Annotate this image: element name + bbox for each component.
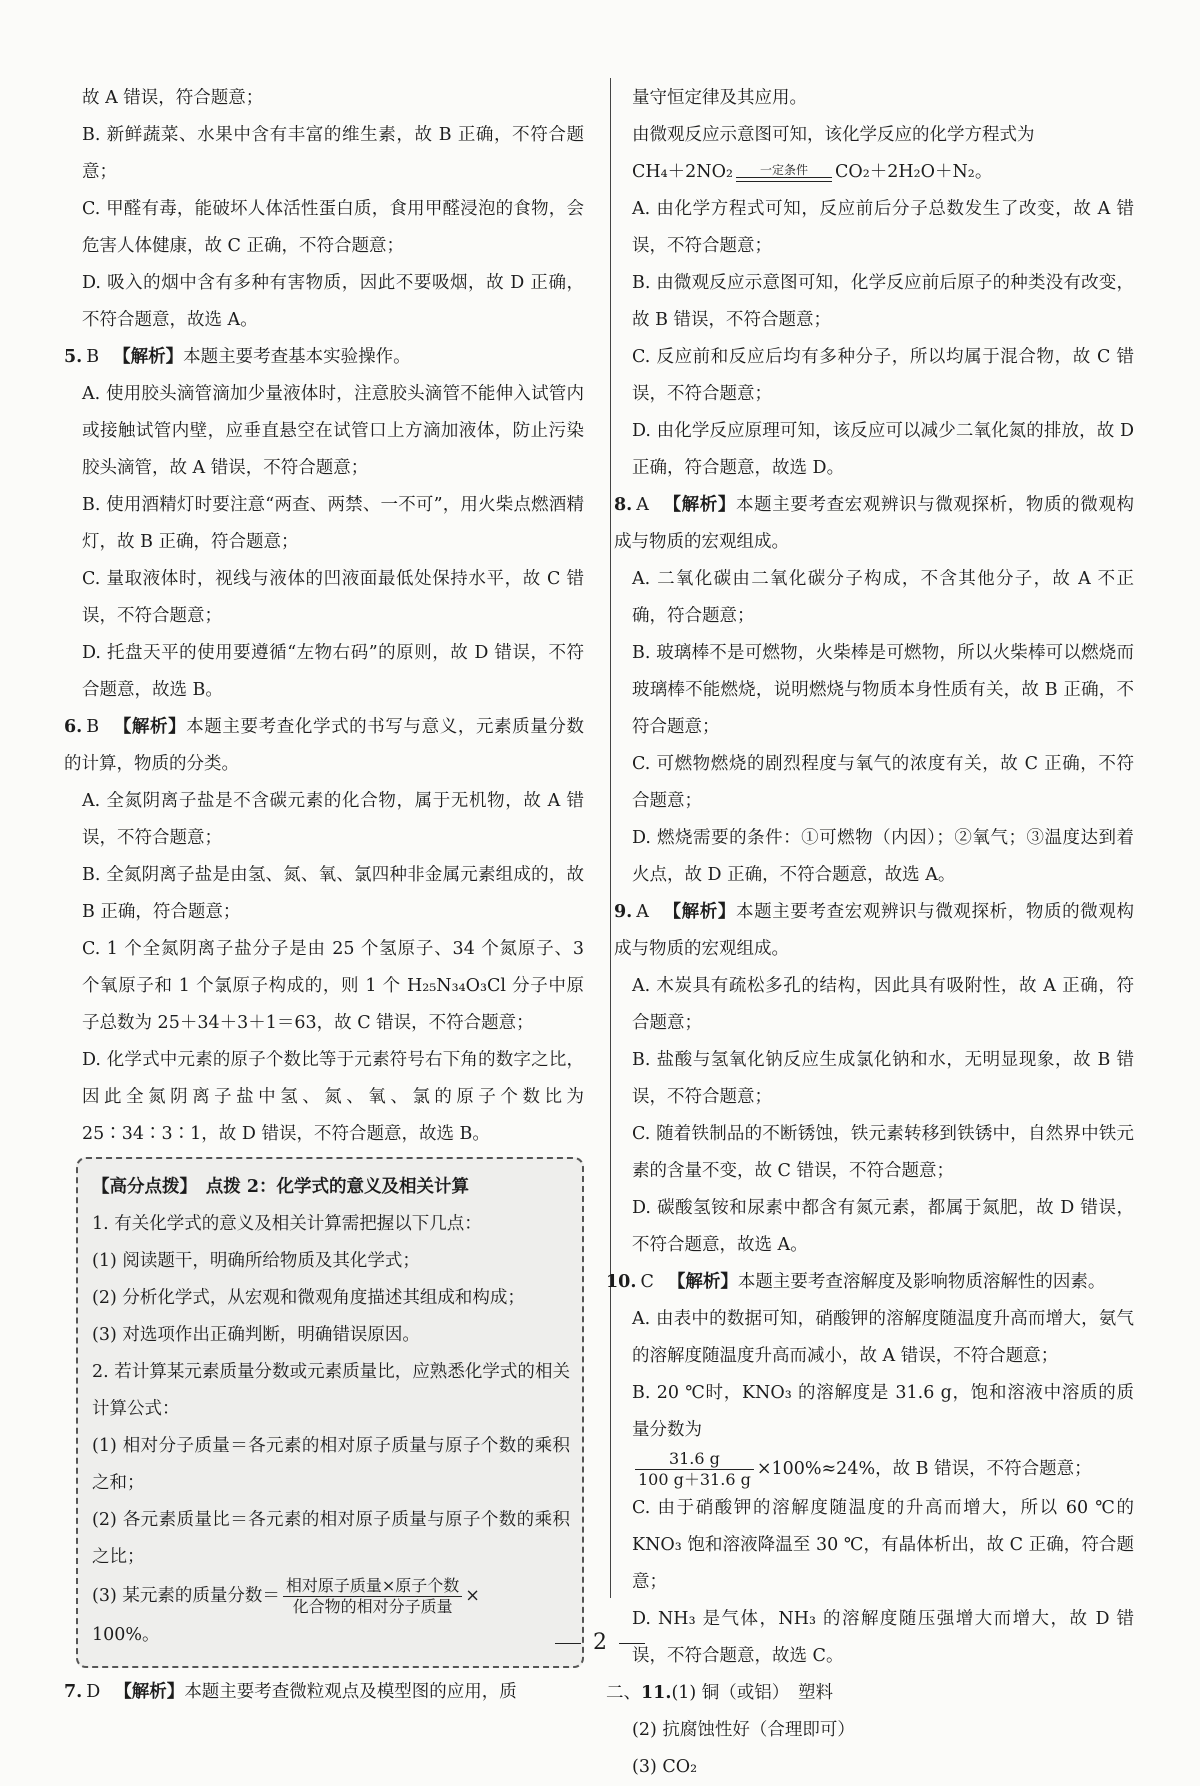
answer-letter: A bbox=[636, 902, 649, 922]
text-line: D. 托盘天平的使用要遵循“左物右码”的原则，故 D 错误，不符合题意，故选 B。 bbox=[82, 643, 584, 700]
fraction-numerator: 31.6 g bbox=[635, 1449, 754, 1470]
page-dash-left bbox=[555, 1643, 581, 1644]
tip-line: 1. 有关化学式的意义及相关计算需把握以下几点： bbox=[92, 1214, 482, 1234]
text-line: A. 使用胶头滴管滴加少量液体时，注意胶头滴管不能伸入试管内或接触试管内壁，应垂直悬空在试管口上方滴加液体，防止污染胶头滴管，故 A 错误，不符合题意； bbox=[82, 384, 584, 478]
text-line: C. 可燃物燃烧的剧烈程度与氧气的浓度有关，故 C 正确，不符合题意； bbox=[632, 754, 1134, 811]
text-line: B. 盐酸与氢氧化钠反应生成氯化钠和水，无明显现象，故 B 错误，不符合题意； bbox=[632, 1050, 1134, 1107]
tip-line: (2) 各元素质量比＝各元素的相对原子质量与原子个数的乘积之比； bbox=[92, 1510, 570, 1567]
text-line: A. 由表中的数据可知，硝酸钾的溶解度随温度升高而增大，氨气的溶解度随温度升高而减小，故 A 错误，不符合题意； bbox=[632, 1309, 1134, 1366]
question-10 bbox=[606, 1264, 1134, 1301]
text-line: B. 玻璃棒不是可燃物，火柴棒是可燃物，所以火柴棒可以燃烧而玻璃棒不能燃烧，说明燃烧与物质本身性质有关，故 B 正确，不符合题意； bbox=[632, 643, 1134, 737]
page-dash-right bbox=[619, 1643, 645, 1644]
analysis-tag: 【解析】 bbox=[667, 1272, 738, 1292]
fraction-line bbox=[632, 1449, 1134, 1490]
question-6 bbox=[64, 709, 584, 783]
question-number: 11. bbox=[641, 1683, 672, 1703]
page-number-value: 2 bbox=[593, 1630, 607, 1655]
tip-line: (1) 相对分子质量＝各元素的相对原子质量与原子个数的乘积之和； bbox=[92, 1436, 570, 1493]
text-line: A. 二氧化碳由二氧化碳分子构成，不含其他分子，故 A 不正确，符合题意； bbox=[632, 569, 1134, 626]
answer-letter: D bbox=[86, 1682, 101, 1702]
tip-line: 100%。 bbox=[92, 1625, 160, 1645]
text-line: C. 反应前和反应后均有多种分子，所以均属于混合物，故 C 错误，不符合题意； bbox=[632, 347, 1134, 404]
question-number: 9. bbox=[614, 902, 633, 922]
page-number bbox=[0, 1630, 1200, 1655]
solubility-fraction bbox=[635, 1449, 754, 1490]
question-8 bbox=[614, 487, 1134, 561]
tip-line: (2) 分析化学式，从宏观和微观角度描述其组成和构成； bbox=[92, 1288, 525, 1308]
text-line: 由微观反应示意图可知，该化学反应的化学方程式为 bbox=[632, 125, 1035, 145]
text-line: B. 全氮阴离子盐是由氢、氮、氧、氯四种非金属元素组成的，故 B 正确，符合题意； bbox=[82, 865, 584, 922]
text-line: D. 碳酸氢铵和尿素中都含有氮元素，都属于氮肥，故 D 错误，不符合题意，故选 A。 bbox=[632, 1198, 1134, 1255]
tip-box bbox=[76, 1157, 584, 1668]
text-line: C. 1 个全氮阴离子盐分子是由 25 个氢原子、34 个氮原子、3 个氧原子和 1 个氯原子构成的，则 1 个 H₂₅N₃₄O₃Cl 分子中原子总数为 25＋34＋3＋1＝63，故 C 错误，不符合题意； bbox=[82, 939, 584, 1033]
text-line: B. 使用酒精灯时要注意“两查、两禁、一不可”，用火柴点燃酒精灯，故 B 正确，符合题意； bbox=[82, 495, 584, 552]
formula-prefix: (3) 某元素的质量分数＝ bbox=[92, 1586, 280, 1606]
text-line: A. 全氮阴离子盐是不含碳元素的化合物，属于无机物，故 A 错误，不符合题意； bbox=[82, 791, 584, 848]
analysis-tag: 【解析】 bbox=[113, 347, 184, 367]
answer-letter: B bbox=[86, 717, 100, 737]
answer-item: (1) 铜（或铝） 塑料 bbox=[671, 1683, 834, 1703]
text-line: D. 吸入的烟中含有多种有害物质，因此不要吸烟，故 D 正确，不符合题意，故选 A。 bbox=[82, 273, 584, 330]
text-line: 量守恒定律及其应用。 bbox=[632, 88, 807, 108]
tip-line: 2. 若计算某元素质量分数或元素质量比，应熟悉化学式的相关计算公式： bbox=[92, 1362, 570, 1419]
question-intro: 本题主要考查化学式的书写与意义，元素质量分数的计算，物质的分类。 bbox=[64, 717, 584, 774]
text-line: A. 木炭具有疏松多孔的结构，因此具有吸附性，故 A 正确，符合题意； bbox=[632, 976, 1134, 1033]
text-line: C. 随着铁制品的不断锈蚀，铁元素转移到铁锈中，自然界中铁元素的含量不变，故 C 错误，不符合题意； bbox=[632, 1124, 1134, 1181]
section-prefix: 二、 bbox=[606, 1683, 641, 1703]
fraction-denominator: 化合物的相对分子质量 bbox=[292, 1597, 453, 1616]
text-line: C. 由于硝酸钾的溶解度随温度的升高而增大，所以 60 ℃的 KNO₃ 饱和溶液降温至 30 ℃，有晶体析出，故 C 正确，符合题意； bbox=[632, 1498, 1134, 1592]
question-number: 10. bbox=[606, 1272, 637, 1292]
question-number: 8. bbox=[614, 495, 633, 515]
analysis-tag: 【解析】 bbox=[114, 1682, 185, 1702]
tip-line: (1) 阅读题干，明确所给物质及其化学式； bbox=[92, 1251, 420, 1271]
equation-products: CO₂＋2H₂O＋N₂。 bbox=[834, 162, 993, 182]
fraction-suffix: ×100%≈24%，故 B 错误，不符合题意； bbox=[756, 1459, 1092, 1479]
equation-condition: 一定条件 bbox=[759, 163, 808, 177]
text-line: A. 由化学方程式可知，反应前后分子总数发生了改变，故 A 错误，不符合题意； bbox=[632, 199, 1134, 256]
answer-item: (2) 抗腐蚀性好（合理即可） bbox=[632, 1720, 855, 1740]
formula-fraction bbox=[283, 1576, 462, 1617]
tip-line: (3) 对选项作出正确判断，明确错误原因。 bbox=[92, 1325, 420, 1345]
right-column bbox=[606, 80, 1135, 1786]
equation-reactants: CH₄＋2NO₂ bbox=[632, 162, 733, 182]
fraction-denominator: 100 g＋31.6 g bbox=[638, 1470, 751, 1489]
text-line: D. 化学式中元素的原子个数比等于元素符号右下角的数字之比，因此全氮阴离子盐中氢、氮、氧、氯的原子个数比为 25∶34∶3∶1，故 D 错误，不符合题意，故选 B。 bbox=[82, 1050, 584, 1144]
question-number: 5. bbox=[64, 347, 83, 367]
text-line: C. 甲醛有毒，能破坏人体活性蛋白质，食用甲醛浸泡的食物，会危害人体健康，故 C 正确，不符合题意； bbox=[82, 199, 584, 256]
tip-formula bbox=[92, 1576, 570, 1617]
equation-arrow bbox=[736, 163, 832, 182]
text-line: B. 新鲜蔬菜、水果中含有丰富的维生素，故 B 正确，不符合题意； bbox=[82, 125, 584, 182]
analysis-tag: 【解析】 bbox=[662, 495, 737, 515]
question-9 bbox=[614, 894, 1134, 968]
analysis-tag: 【解析】 bbox=[662, 902, 737, 922]
text-line: B. 20 ℃时，KNO₃ 的溶解度是 31.6 g，饱和溶液中溶质的质量分数为 bbox=[632, 1383, 1134, 1440]
answer-letter: C bbox=[640, 1272, 654, 1292]
question-intro: 本题主要考查微粒观点及模型图的应用，质 bbox=[184, 1682, 517, 1702]
answer-item: (3) CO₂ bbox=[632, 1757, 698, 1777]
equation-bar bbox=[736, 177, 832, 182]
answer-letter: B bbox=[86, 347, 100, 367]
answer-letter: A bbox=[636, 495, 649, 515]
left-column bbox=[64, 80, 584, 1711]
question-number: 7. bbox=[64, 1682, 83, 1702]
column-divider bbox=[610, 78, 611, 1598]
question-number: 6. bbox=[64, 717, 83, 737]
question-intro: 本题主要考查宏观辨识与微观探析，物质的微观构成与物质的宏观组成。 bbox=[614, 495, 1135, 552]
text-line: 故 A 错误，符合题意； bbox=[82, 88, 264, 108]
question-5 bbox=[64, 339, 584, 376]
analysis-tag: 【解析】 bbox=[113, 717, 187, 737]
question-intro: 本题主要考查宏观辨识与微观探析，物质的微观构成与物质的宏观组成。 bbox=[614, 902, 1135, 959]
section-2 bbox=[606, 1675, 1134, 1712]
question-intro: 本题主要考查基本实验操作。 bbox=[183, 347, 411, 367]
text-line: B. 由微观反应示意图可知，化学反应前后原子的种类没有改变，故 B 错误，不符合题意； bbox=[632, 273, 1134, 330]
chemical-equation bbox=[632, 154, 1134, 191]
text-line: C. 量取液体时，视线与液体的凹液面最低处保持水平，故 C 错误，不符合题意； bbox=[82, 569, 584, 626]
text-line: D. NH₃ 是气体，NH₃ 的溶解度随压强增大而增大，故 D 错误，不符合题意，故选 C。 bbox=[632, 1609, 1134, 1666]
tip-title: 【高分点拨】 点拨 2：化学式的意义及相关计算 bbox=[92, 1177, 470, 1197]
fraction-numerator: 相对原子质量×原子个数 bbox=[283, 1576, 462, 1597]
text-line: D. 由化学反应原理可知，该反应可以减少二氧化氮的排放，故 D 正确，符合题意，故选 D。 bbox=[632, 421, 1134, 478]
formula-suffix: × bbox=[465, 1586, 480, 1606]
text-line: D. 燃烧需要的条件：①可燃物（内因）；②氧气；③温度达到着火点，故 D 正确，不符合题意，故选 A。 bbox=[632, 828, 1134, 885]
question-intro: 本题主要考查溶解度及影响物质溶解性的因素。 bbox=[737, 1272, 1106, 1292]
